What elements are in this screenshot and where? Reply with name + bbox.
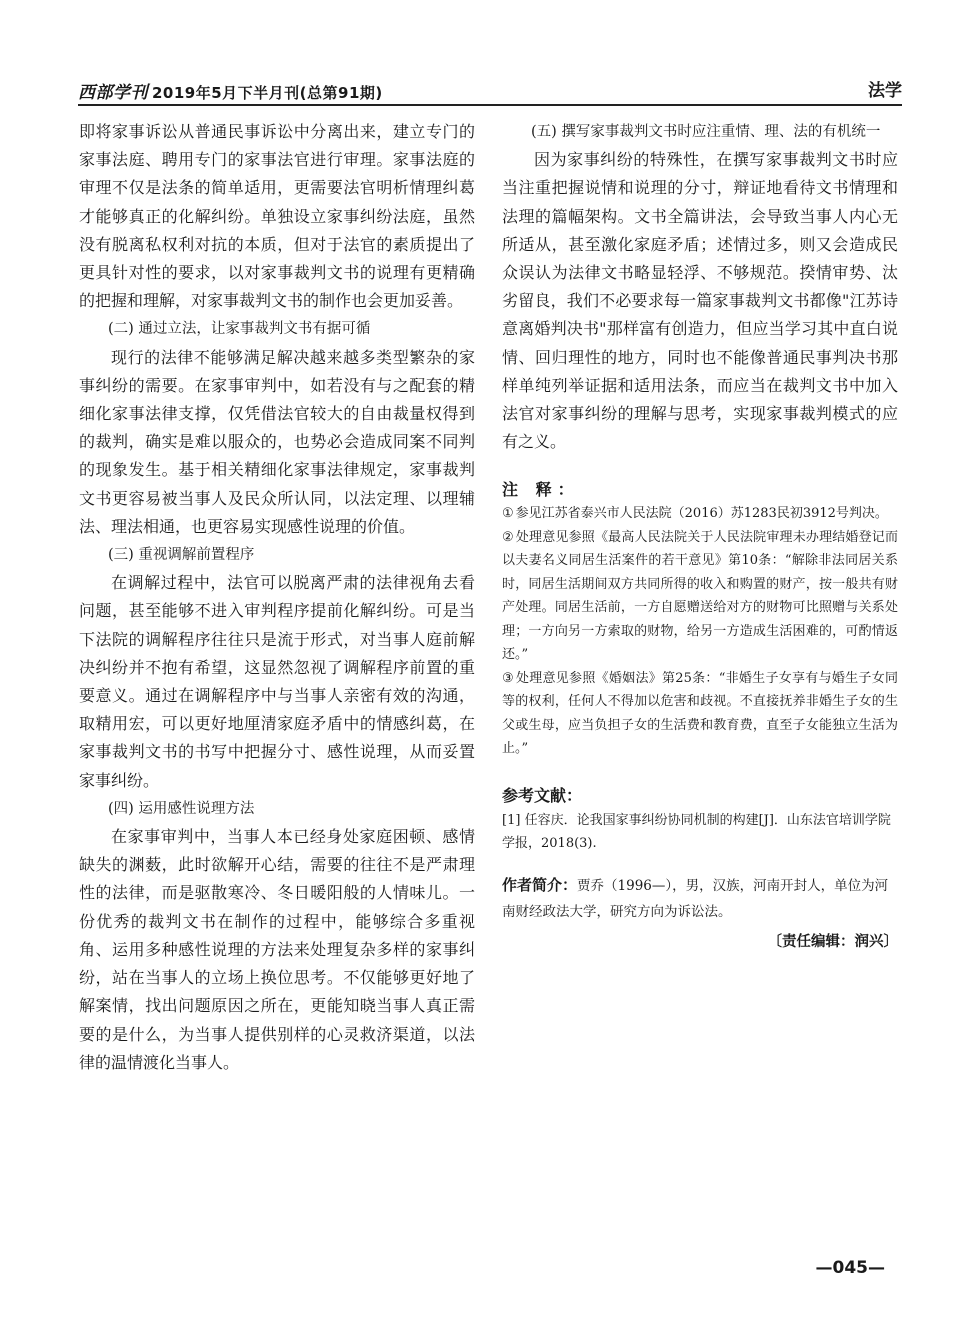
- paragraph: 即将家事诉讼从普通民事诉讼中分离出来，建立专门的家事法庭、聘用专门的家事法官进行审理。家事法庭的审理不仅是法条的简单适用，更需要法官明析情理纠葛才能够真正的化解纠纷。单独设立家事纠纷法庭，虽然没有脱离私权利对抗的本质，但对于法官的素质提出了更具针对性的要求，以对家事裁判文书的说理有更精确的把握和理解，对家事裁判文书的制作也会更加妥善。: [79, 122, 475, 311]
- left-column: [79, 118, 475, 1077]
- journal-issue: 2019年5月下半月刊(总第91期): [152, 84, 383, 102]
- paragraph: 因为家事纠纷的特殊性，在撰写家事裁判文书时应当注重把握说情和说理的分寸，辩证地看待文书情理和法理的篇幅架构。文书全篇讲法，会导致当事人内心无所适从，甚至激化家庭矛盾；述情过多，则又会造成民众误认为法律文书略显轻浮、不够规范。揆情审势、汰劣留良，我们不必要求每一篇家事裁判文书都像"江苏诗意离婚判决书"那样富有创造力，但应当学习其中直白说情、回归理性的地方，同时也不能像普通民事判决书那样单纯列举证据和适用法条，而应当在裁判文书中加入法官对家事纠纷的理解与思考，实现家事裁判模式的应有之义。: [502, 150, 898, 452]
- reference-item: [502, 809, 898, 856]
- page-header: [78, 74, 902, 104]
- footnote-text: 处理意见参照《婚姻法》第25条：“非婚生子女享有与婚生子女同等的权利，任何人不得加以危害和歧视。不直接抚养非婚生子女的生父或生母，应当负担子女的生活费和教育费，直至子女能独立生活为止。”: [502, 670, 898, 757]
- footnote: [502, 526, 898, 667]
- page-number: —045—: [815, 1258, 885, 1278]
- journal-title: [78, 78, 383, 103]
- right-column: [502, 118, 898, 955]
- editor-credit: 〔责任编辑：润兴〕: [767, 933, 898, 950]
- footnote-number: ①: [502, 506, 514, 522]
- author-bio: [502, 872, 898, 925]
- journal-brand: 西部学刊: [78, 83, 148, 103]
- footnote-text: 参见江苏省泰兴市人民法院（2016）苏1283民初3912号判决。: [515, 506, 888, 522]
- subheading: (五) 撰写家事裁判文书时应注重情、理、法的有机统一: [531, 124, 881, 140]
- footnote-number: ③: [502, 670, 514, 686]
- notes-title: 注 释：: [502, 480, 580, 500]
- paragraph: 在调解过程中，法官可以脱离严肃的法律视角去看问题，甚至能够不进入审判程序提前化解纠纷。可是当下法院的调解程序往往只是流于形式，对当事人庭前解决纠纷并不抱有希望，这显然忽视了调解程序前置的重要意义。通过在调解程序中与当事人亲密有效的沟通，取精用宏，可以更好地厘清家庭矛盾中的情感纠葛，在家事裁判文书的书写中把握分寸、感性说理，从而妥置家事纠纷。: [79, 573, 475, 790]
- footnote: [502, 667, 898, 761]
- reference-number: [1]: [502, 812, 521, 828]
- section-label: 法学: [868, 81, 902, 101]
- header-rule: [78, 104, 902, 106]
- subheading: (三) 重视调解前置程序: [108, 547, 255, 564]
- footnote-text: 处理意见参照《最高人民法院关于人民法院审理未办理结婚登记而以夫妻名义同居生活案件的若干意见》第10条：“解除非法同居关系时，同居生活期间双方共同所得的收入和购置的财产，按一般共有财产处理。同居生活前，一方自愿赠送给对方的财物可比照赠与关系处理；一方向另一方索取的财物，给另一方造成生活困难的，可酌情返还。”: [502, 529, 898, 663]
- author-label: 作者简介：: [502, 875, 578, 894]
- footnote-number: ②: [502, 529, 514, 545]
- reference-text: 任容庆．论我国家事纠纷协同机制的构建[J]．山东法官培训学院学报，2018(3).: [502, 812, 891, 852]
- author-text: 贾乔（1996—），男，汉族，河南开封人，单位为河南财经政法大学，研究方向为诉讼法。: [502, 877, 889, 920]
- subheading: (二) 通过立法，让家事裁判文书有据可循: [108, 321, 371, 338]
- references-title: 参考文献：: [502, 785, 583, 805]
- subheading: (四) 运用感性说理方法: [108, 800, 255, 817]
- paragraph: 现行的法律不能够满足解决越来越多类型繁杂的家事纠纷的需要。在家事审判中，如若没有与之配套的精细化家事法律支撑，仅凭借法官较大的自由裁量权得到的裁判，确实是难以服众的，也势必会造成同案不同判的现象发生。基于相关精细化家事法律规定，家事裁判文书更容易被当事人及民众所认同，以法定理、以理辅法、理法相通，也更容易实现感性说理的价值。: [79, 347, 475, 536]
- footnote: [502, 502, 898, 526]
- paragraph: 在家事审判中，当事人本已经身处家庭困顿、感情缺失的渊薮，此时欲解开心结，需要的往往不是严肃理性的法律，而是驱散寒冷、冬日暖阳般的人情味儿。一份优秀的裁判文书在制作的过程中，能够综合多重视角、运用多种感性说理的方法来处理复杂多样的家事纠纷，站在当事人的立场上换位思考。不仅能够更好地了解案情，找出问题原因之所在，更能知晓当事人真正需要的是什么，为当事人提供别样的心灵救济渠道，以法律的温情渡化当事人。: [79, 827, 475, 1072]
